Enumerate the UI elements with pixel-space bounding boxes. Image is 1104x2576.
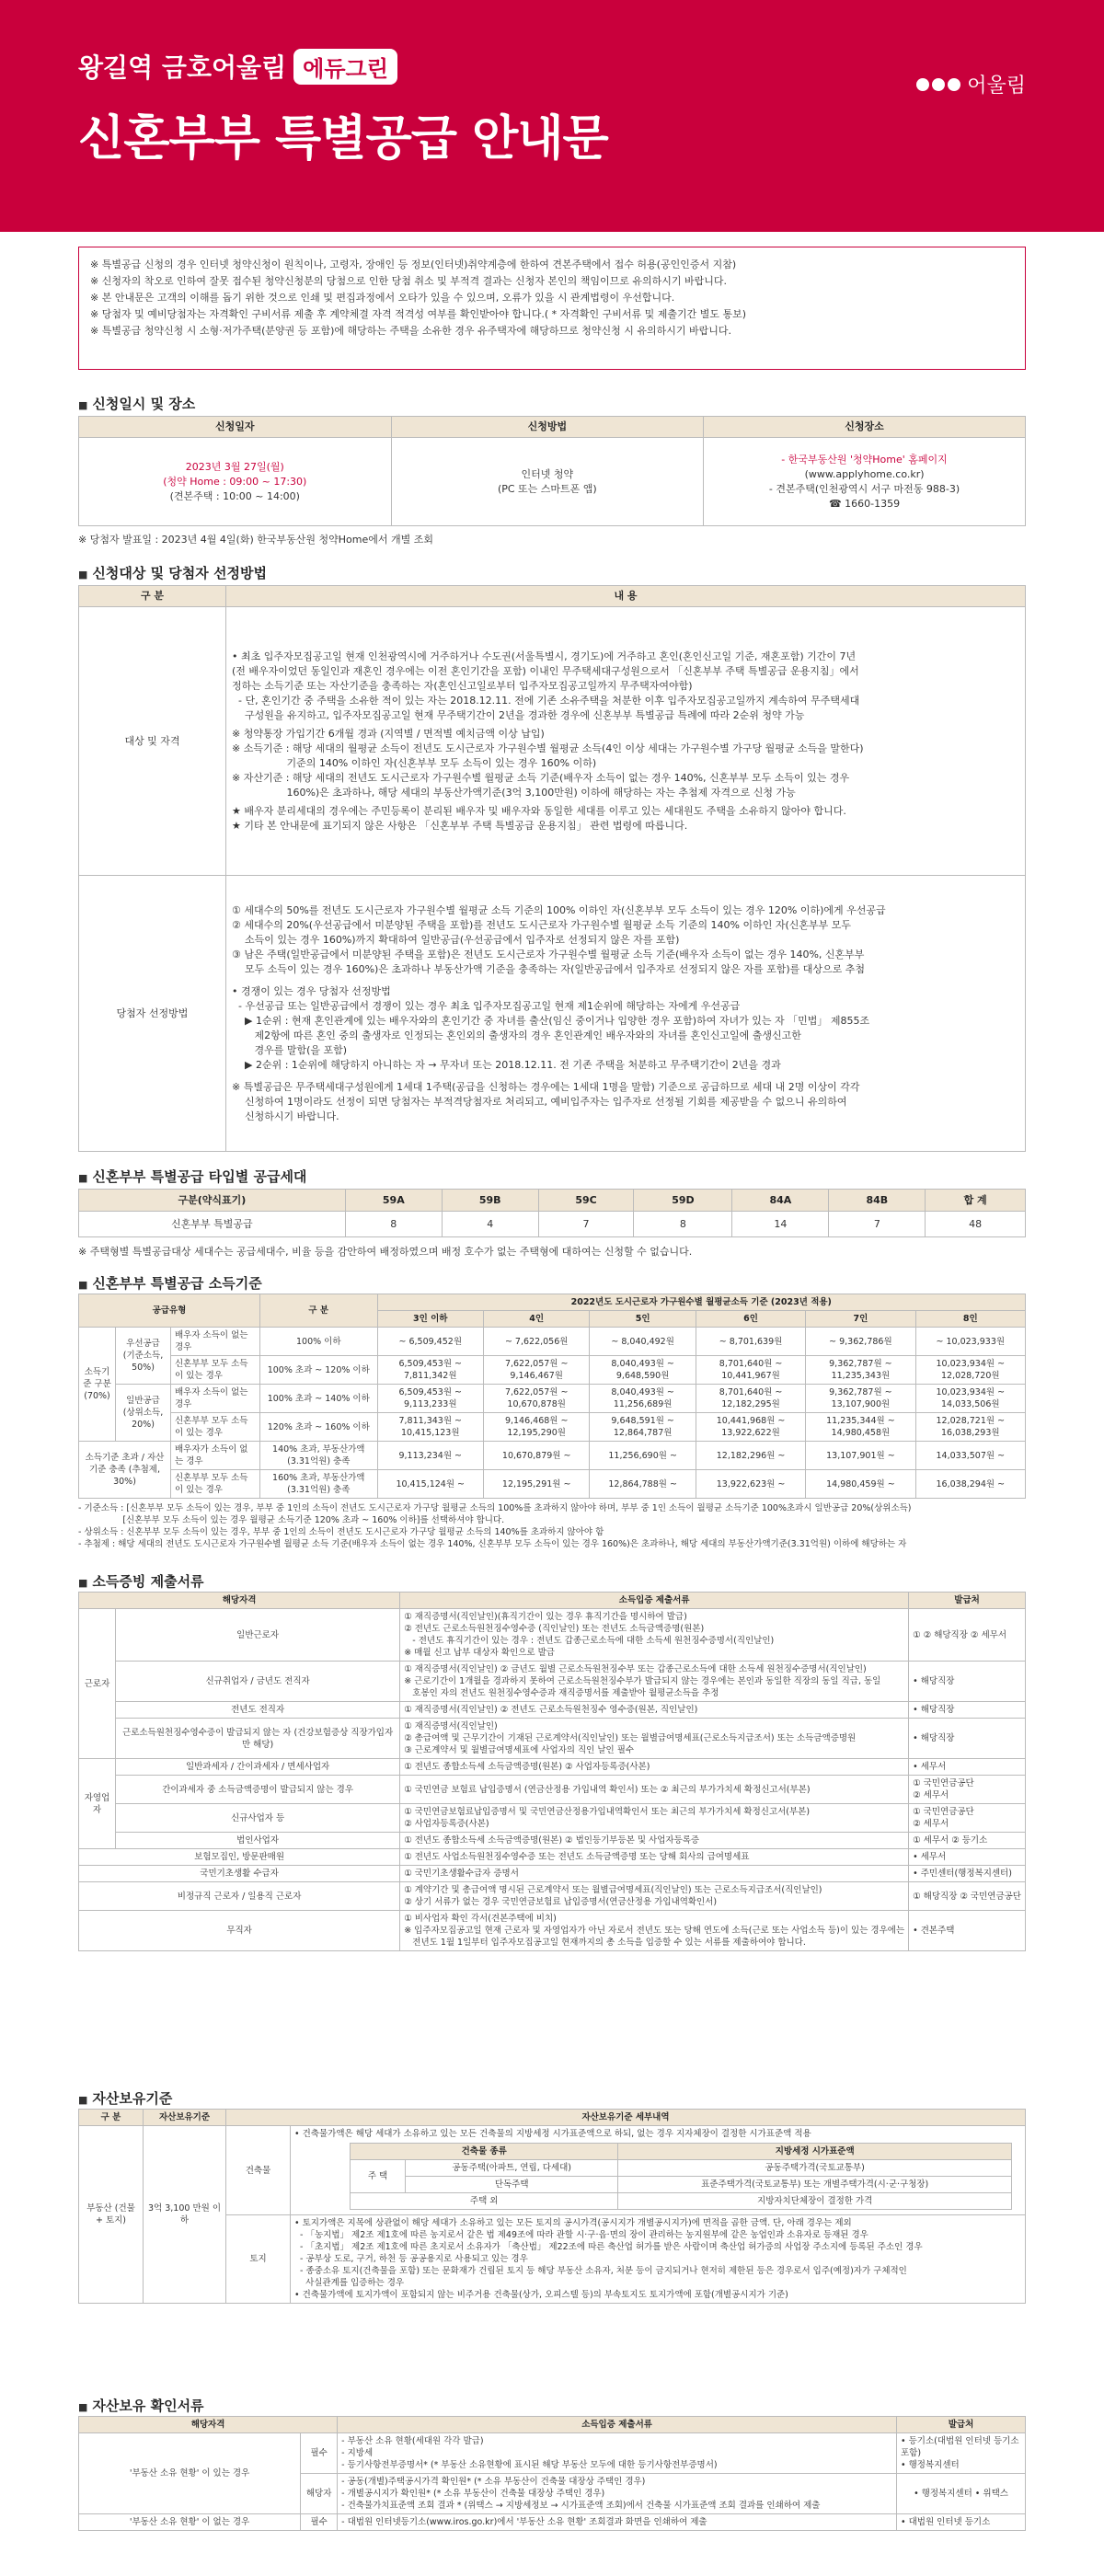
cell: 9,362,787원 ~ 11,235,343원 (806, 1356, 915, 1385)
content-line: ② 세대수의 20%(우선공급에서 미분양된 주택을 포함)를 전년도 도시근로자 가구원수별 월평균 소득 기준의 140% 이하인 자(신혼부부 모두 (232, 918, 852, 931)
row-label: 무직자 (79, 1911, 400, 1951)
income-note: - 기준소득 : [신혼부부 모두 소득이 있는 경우, 부부 중 1인의 소득이 전년도 도시근로자 가구당 월평균 소득의 100%를 초과하지 않아야 하며, 부부 중 1인 소득이 월평균 소득기준 100%초과시 일반공급 20%(상위소득) (78, 1503, 912, 1513)
row-label: 주 택 (351, 2160, 406, 2193)
selection-content (226, 876, 1026, 1152)
content-line: ▶ 1순위 : 현재 혼인관계에 있는 배우자와의 혼인기간 중 자녀를 출산(임신 중이거나 입양한 경우 포함)하여 자녀가 있는 자 「민법」 제855조 (232, 1014, 870, 1027)
doc-line: • 해당직장 (913, 1676, 955, 1686)
issuer: • 행정복지센터 • 위택스 (897, 2474, 1026, 2514)
issuer: • 행정복지센터 (901, 2460, 960, 2470)
issuer (909, 1882, 1026, 1911)
income-table (78, 1294, 1026, 1550)
doc-line: • 해당직장 (913, 1733, 955, 1743)
doc-line: ① 재직증명서(직인날인) ② 금년도 월별 근로소득원천징수부 또는 갑종근로소득에 대한 소득세 원천징수증명서(직인날인) (404, 1664, 867, 1674)
cell: 공동주택가격(국토교통부) (618, 2160, 1012, 2177)
cell: 120% 초과 ~ 160% 이하 (260, 1413, 378, 1442)
issuer: • 등기소(대법원 인터넷 등기소 포함) (901, 2436, 1019, 2458)
issuer (909, 1702, 1026, 1719)
content-line: ★ 기타 본 안내문에 표기되지 않은 사항은 「신혼부부 주택 특별공급 운용지침」 관련 법령에 따릅니다. (232, 819, 688, 832)
col-header: 자산보유기준 세부내역 (226, 2110, 1026, 2126)
cell: 14,033,507원 ~ (915, 1442, 1025, 1470)
notice-line: ※ 특별공급 청약신청 시 소형·저가주택(분양권 등 포함)에 해당하는 주택을 소유한 경우 유주택자에 해당하므로 청약신청 시 유의하시기 바랍니다. (90, 325, 732, 337)
notice-line: ※ 본 안내문은 고객의 이해를 돕기 위한 것으로 인쇄 및 편집과정에서 오타가 있을 수 있으며, 오류가 있을 시 관계법령이 우선합니다. (90, 292, 675, 304)
section-title-schedule: ■ 신청일시 및 장소 (78, 394, 195, 413)
col-header: 2022년도 도시근로자 가구원수별 월평균소득 기준 (2023년 적용) (377, 1294, 1025, 1311)
col-header: 8인 (915, 1311, 1025, 1328)
doc-line: • 세무서 (913, 1762, 947, 1772)
building-intro: • 건축물가액은 해당 세대가 소유하고 있는 모든 건축물의 지방세정 시가표준액으로 하되, 없는 경우 지자체장이 결정한 시가표준액 적용 (294, 2129, 811, 2139)
cell: 9,146,468원 ~ 12,195,290원 (483, 1413, 589, 1442)
col-header: 구 분 (260, 1294, 378, 1328)
doc-line: ③ 근로계약서 및 월별급여명세표에 사업자의 직인 날인 필수 (404, 1745, 635, 1755)
row-label: 일반근로자 (116, 1609, 400, 1662)
cell: 11,256,690원 ~ (590, 1442, 696, 1470)
cell: 표준주택가격(국토교통부) 또는 개별주택가격(시·군·구청장) (618, 2177, 1012, 2193)
cell: 13,107,901원 ~ (806, 1442, 915, 1470)
cell: 7,622,057원 ~ 10,670,878원 (483, 1385, 589, 1413)
apply-time-model: (견본주택 : 10:00 ~ 14:00) (169, 489, 300, 502)
content-line: ③ 남은 주택(일반공급에서 미분양된 주택을 포함)은 전년도 도시근로자 가구원수별 월평균 소득 기준(배우자 소득이 없는 경우 140%, 신혼부부 (232, 948, 865, 960)
doc-line: ① 국민연금 보험료 납입증명서 (연금산정용 가입내역 확인서) 또는 ② 최근의 부가가치세 확정신고서(부본) (404, 1784, 811, 1795)
header-banner (0, 0, 1104, 232)
doc-line: ① 국민연금공단 (913, 1807, 974, 1817)
cell: 100% 초과 ~ 140% 이하 (260, 1385, 378, 1413)
doc-line: ※ 근로기간이 1개월을 경과하지 못하여 근로소득원천징수부가 발급되지 않는 경우에는 본인과 동일한 직장의 동일 직급, 동일 (404, 1676, 881, 1686)
row-label: 대상 및 자격 (79, 607, 226, 876)
doc-line: 전년도 1월 1일부터 입주자모집공고일 현재까지의 총 소득을 입증할 수 있는 서류를 제출하여야 합니다. (404, 1938, 806, 1948)
land-line: 사실관계를 입증하는 경우 (294, 2278, 405, 2288)
cell: 16,038,294원 ~ (915, 1470, 1025, 1499)
tag: 해당자 (301, 2474, 338, 2514)
cell: 48 (926, 1212, 1026, 1237)
cell: 6,509,453원 ~ 7,811,342원 (377, 1356, 483, 1385)
issuer (909, 1911, 1026, 1951)
section-title-eligibility: ■ 신청대상 및 당첨자 선정방법 (78, 563, 267, 582)
doc-line: ② 세무서 (913, 1819, 949, 1829)
doc-list (400, 1776, 909, 1804)
doc-line: • 해당직장 (913, 1705, 955, 1715)
col-header: 구분(약식표기) (79, 1190, 346, 1212)
row-label: 비정규직 근로자 / 일용직 근로자 (79, 1882, 400, 1911)
col-header: 구 분 (79, 586, 226, 607)
schedule-table (78, 416, 1026, 526)
supply-table (78, 1189, 1026, 1237)
cell: 7,811,343원 ~ 10,415,123원 (377, 1413, 483, 1442)
row-label: 간이과세자 중 소득금액증명이 발급되지 않는 경우 (116, 1776, 400, 1804)
col-header: 5인 (590, 1311, 696, 1328)
land-line: • 건축물가액에 토지가액이 포함되지 않는 비주거용 건축물(상가, 오피스텔 등)의 부속토지도 토지가액에 포함(개별공시지가 기준) (294, 2290, 788, 2300)
content-line: 소득이 있는 경우 160%)까지 확대하여 일반공급(우선공급에서 입주자로 선정되지 않은 자를 포함) (232, 933, 680, 946)
col-header: 건축물 종류 (351, 2144, 618, 2160)
doc-line: - 전년도 휴직기간이 있는 경우 : 전년도 갑종근로소득에 대한 소득세 원천징수증명서(직인날인) (404, 1636, 775, 1646)
doc-line: • 주민센터(행정복지센터) (913, 1869, 1012, 1879)
doc-line: ① 국민연금공단 (913, 1778, 974, 1788)
content-line: ※ 특별공급은 무주택세대구성원에게 1세대 1주택(공급을 신청하는 경우에는 1세대 1명을 말함) 기준으로 공급하므로 세대 내 2명 이상이 각각 (232, 1080, 860, 1093)
doc-item: - 부동산 소유 현황(세대원 각각 발급) (341, 2436, 484, 2446)
cell: 4 (442, 1212, 538, 1237)
cell: 지방자치단체장이 결정한 가격 (618, 2193, 1012, 2210)
content-line: - 우선공급 또는 일반공급에서 경쟁이 있는 경우 최초 입주자모집공고일 현재 제1순위에 해당하는 자에게 우선공급 (232, 999, 741, 1012)
cell: 8,701,640원 ~ 10,441,967원 (696, 1356, 805, 1385)
row-label: '부동산 소유 현황' 이 있는 경우 (79, 2433, 301, 2514)
doc-line: ① 재직증명서(직인날인)(휴직기간이 있는 경우 휴직기간을 명시하여 발급) (404, 1612, 687, 1622)
doc-line: ② 상기 서류가 없는 경우 국민연금보험료 납입증명서(연금산정용 가입내역확인서) (404, 1897, 718, 1907)
cell: 8,040,493원 ~ 9,648,590원 (590, 1356, 696, 1385)
content-line: ▶ 2순위 : 1순위에 해당하지 아니하는 자 → 무자녀 또는 2018.12.11. 전 기존 주택을 처분하고 무주택기간이 2년을 경과 (232, 1058, 781, 1071)
doc-list (400, 1911, 909, 1951)
eligibility-table (78, 585, 1026, 1152)
income-docs-table (78, 1592, 1026, 1951)
cell: 주택 외 (351, 2193, 618, 2210)
doc-list (400, 1662, 909, 1702)
apply-time-home: (청약 Home : 09:00 ~ 17:30) (163, 475, 307, 488)
cell: ~ 6,509,452원 (377, 1328, 483, 1356)
content-line: ★ 배우자 분리세대의 경우에는 주민등록이 분리된 배우자 및 배우자와 동일한 세대를 이루고 있는 세대원도 주택을 소유하지 않아야 합니다. (232, 804, 846, 817)
doc-item: - 대법원 인터넷등기소(www.iros.go.kr)에서 '부동산 소유 현황' 조회결과 화면을 인쇄하여 제출 (338, 2514, 897, 2531)
content-line: - 단, 혼인기간 중 주택을 소유한 적이 있는 자는 2018.12.11. 전에 기존 소유주택을 처분한 이후 입주자모집공고일까지 계속하여 무주택세대 (232, 694, 860, 707)
doc-line: ① 재직증명서(직인날인) (404, 1721, 498, 1731)
cell: 100% 이하 (260, 1328, 378, 1356)
content-line: • 경쟁이 있는 경우 당첨자 선정방법 (232, 984, 391, 997)
content-line: ① 세대수의 50%를 전년도 도시근로자 가구원수별 월평균 소득 기준의 100% 이하인 자(신혼부부 모두 소득이 있는 경우 120% 이하)에게 우선공급 (232, 903, 886, 916)
content-line: 기준의 140% 이하인 자(신혼부부 모두 소득이 있는 경우 160% 이하) (232, 756, 597, 769)
land-content (291, 2215, 1026, 2304)
doc-line: ① 국민기초생활수급자 증명서 (404, 1869, 519, 1879)
apply-method-sub: (PC 또는 스마트폰 앱) (497, 482, 597, 495)
content-line: 제2항에 따른 혼인 중의 출생자로 인정되는 혼인외의 출생자의 경우 혼인관계인 배우자와의 자녀를 혼인신고일에 출생신고한 (232, 1029, 801, 1041)
section-title-asset-docs: ■ 자산보유 확인서류 (78, 2396, 204, 2415)
doc-line: ② 사업자등록증(사본) (404, 1819, 489, 1829)
row-label: 부동산 (건물 + 토지) (79, 2126, 144, 2304)
supply-footnote: ※ 주택형별 특별공급대상 세대수는 공급세대수, 비율 등을 감안하여 배정하였으며 배정 호수가 없는 주택형에 대하여는 신청할 수 없습니다. (78, 1246, 693, 1258)
tag: 필수 (301, 2514, 338, 2531)
content-line: 구성원을 유지하고, 입주자모집공고일 현재 무주택기간이 2년을 경과한 경우에 신혼부부 특별공급 특례에 따라 2순위 청약 가능 (232, 708, 805, 721)
cell: 14,980,459원 ~ (806, 1470, 915, 1499)
cell: 160% 초과, 부동산가액(3.31억원) 충족 (260, 1470, 378, 1499)
notice-line: ※ 신청자의 착오로 인하여 잘못 접수된 청약신청분의 당첨으로 인한 당첨 취소 및 부적격 결과는 신청자 본인의 책임이므로 유의하시기 바랍니다. (90, 275, 727, 287)
cell: 9,648,591원 ~ 12,864,787원 (590, 1413, 696, 1442)
sub-label: 일반공급 (상위소득, 20%) (116, 1385, 171, 1442)
group-label: 근로자 (79, 1609, 116, 1759)
cell: ~ 8,040,492원 (590, 1328, 696, 1356)
col-header: 59C (538, 1190, 634, 1212)
content-line: (전 배우자이었던 동일인과 재혼인 경우에는 이전 혼인기간을 포함) 이내인 무주택세대구성원으로서 「신혼부부 주택 특별공급 운용지침」에서 (232, 664, 859, 677)
doc-line: ① ② 해당직장 ② 세무서 (913, 1629, 1006, 1640)
row-label: 전년도 전직자 (116, 1702, 400, 1719)
issuer (909, 1833, 1026, 1849)
doc-line: ※ 매월 신고 납부 대상자 확인으로 발급 (404, 1648, 555, 1658)
doc-line: ① 전년도 사업소득원천징수영수증 또는 전년도 소득금액증명 또는 당해 회사의 급여명세표 (404, 1852, 750, 1862)
row-label: 보험모집인, 방문판매원 (79, 1849, 400, 1866)
land-line: - 「농지법」 제2조 제1호에 따른 농지로서 같은 법 제49조에 따라 관할 시·구·읍·면의 장이 관리하는 농지원부에 같은 농업인과 소유자로 등재된 경우 (294, 2230, 868, 2240)
cell: 12,028,721원 ~ 16,038,293원 (915, 1413, 1025, 1442)
cell: 8 (634, 1212, 732, 1237)
col-header: 내 용 (226, 586, 1026, 607)
apply-place: - 한국부동산원 '청약Home' 홈페이지 (781, 453, 948, 466)
cell: 14 (732, 1212, 829, 1237)
cell: 신혼부부 모두 소득이 있는 경우 (171, 1356, 260, 1385)
doc-line: ① 해당직장 ② 국민연금공단 (913, 1891, 1021, 1902)
asset-table (78, 2109, 1026, 2304)
col-header: 공급유형 (79, 1294, 260, 1328)
apply-date: 2023년 3월 27일(월) (185, 460, 284, 473)
cell: 10,023,934원 ~ 14,033,506원 (915, 1385, 1025, 1413)
section-title-income: ■ 신혼부부 특별공급 소득기준 (78, 1273, 262, 1293)
col-header: 3인 이하 (377, 1311, 483, 1328)
eligibility-content (226, 607, 1026, 876)
content-line: ※ 소득기준 : 해당 세대의 월평균 소득이 전년도 도시근로자 가구원수별 월평균 소득(4인 이상 세대는 가구원수별 가구당 월평균 소득을 말한다) (232, 742, 864, 754)
col-header: 구 분 (79, 2110, 144, 2126)
cell: 140% 초과, 부동산가액(3.31억원) 충족 (260, 1442, 378, 1470)
doc-list (400, 1609, 909, 1662)
col-header: 6인 (696, 1311, 805, 1328)
cell: 배우자가 소득이 없는 경우 (171, 1442, 260, 1470)
row-label: 당첨자 선정방법 (79, 876, 226, 1152)
group-label: 자영업자 (79, 1759, 116, 1849)
col-header: 84B (829, 1190, 926, 1212)
section-title-assets: ■ 자산보유기준 (78, 2088, 172, 2108)
col-header: 발급처 (897, 2417, 1026, 2433)
row-label: 일반과세자 / 간이과세자 / 면세사업자 (116, 1759, 400, 1776)
row-label: 건축물 (226, 2126, 291, 2215)
doc-line: ② 총급여액 및 근무기간이 기재된 근로계약서(직인날인) 또는 월별급여명세표(근로소득지급조서) 또는 소득금액증명원 (404, 1733, 857, 1743)
col-header: 자산보유기준 (144, 2110, 226, 2126)
content-line: 모두 소득이 있는 경우 160%)은 초과하나 부동산가액 기준을 충족하는 자(일반공급에서 입주자로 선정되지 않은 자를 포함)를 대상으로 추첨 (232, 962, 866, 975)
col-header: 소득입증 제출서류 (338, 2417, 897, 2433)
issuer (909, 1662, 1026, 1702)
col-header: 합 계 (926, 1190, 1026, 1212)
content-line: 신청하여 1명이라도 선정이 되면 당첨자는 부적격당첨자로 처리되고, 예비입주자는 입주자로 선정될 기회를 제공받을 수 없으니 유의하여 (232, 1095, 847, 1108)
row-label: 근로소득원천징수영수증이 발급되지 않는 자 (건강보험증상 직장가입자만 해당) (116, 1719, 400, 1759)
cell: 신혼부부 모두 소득이 있는 경우 (171, 1413, 260, 1442)
cell: 9,113,234원 ~ (377, 1442, 483, 1470)
land-line: - 공부상 도로, 구거, 하천 등 공공용지로 사용되고 있는 경우 (294, 2254, 528, 2264)
cell: 배우자 소득이 없는 경우 (171, 1328, 260, 1356)
doc-item: - 건축물가치표준액 조회 결과 * (위택스 → 지방세정보 → 시가표준액 조회)에서 건축물 시가표준액 조회 결과를 인쇄하여 제출 (341, 2501, 821, 2511)
notice-line: ※ 특별공급 신청의 경우 인터넷 청약신청이 원칙이나, 고령자, 장애인 등 정보(인터넷)취약계층에 한하여 견본주택에서 접수 허용(공인인증서 지참) (90, 259, 737, 270)
doc-line: • 세무서 (913, 1852, 947, 1862)
badge: 에듀그린 (293, 49, 397, 85)
group-label: 소득기준 초과 / 자산기준 충족 (추첨제, 30%) (79, 1442, 171, 1499)
cell: 12,182,296원 ~ (696, 1442, 805, 1470)
doc-line: • 견본주택 (913, 1926, 955, 1936)
asset-docs-table (78, 2416, 1026, 2531)
issuer: • 대법원 인터넷 등기소 (897, 2514, 1026, 2531)
doc-line: ① 재직증명서(직인날인) ② 전년도 근로소득원천징수 영수증(원본, 직인날인) (404, 1705, 698, 1715)
col-header: 발급처 (909, 1593, 1026, 1609)
doc-list (400, 1759, 909, 1776)
doc-item: - 지방세 (341, 2448, 374, 2458)
doc-line: ② 전년도 근로소득원천징수영수증 (직인날인) 또는 전년도 소득금액증명(원본) (404, 1624, 705, 1634)
issuer (909, 1609, 1026, 1662)
col-header: 소득입증 제출서류 (400, 1593, 909, 1609)
section-title-income-docs: ■ 소득증빙 제출서류 (78, 1571, 204, 1591)
doc-list (400, 1702, 909, 1719)
row-label: 신규취업자 / 금년도 전직자 (116, 1662, 400, 1702)
cell: 7,622,057원 ~ 9,146,467원 (483, 1356, 589, 1385)
doc-line: 호봉인 자의 전년도 원천징수영수증과 재직증명서를 제출받아 월평균소득을 추정 (404, 1688, 719, 1698)
issuer (909, 1759, 1026, 1776)
content-line: 160%)은 초과하나, 해당 세대의 부동산가액기준(3억 3,100만원) 이하에 해당하는 자는 추첨제 자격으로 신청 가능 (232, 786, 796, 799)
doc-list (400, 1719, 909, 1759)
col-header: 신청방법 (391, 417, 704, 438)
cell: 12,195,291원 ~ (483, 1470, 589, 1499)
issuer (909, 1776, 1026, 1804)
col-header: 84A (732, 1190, 829, 1212)
doc-line: ① 비사업자 확인 각서(견본주택에 비치) (404, 1914, 557, 1924)
cell: 공동주택(아파트, 연립, 다세대) (406, 2160, 618, 2177)
income-note: - 상위소득 : 신혼부부 모두 소득이 있는 경우, 부부 중 1인의 소득이 전년도 도시근로자 가구당 월평균 소득의 140%를 초과하지 않아야 함 (78, 1527, 604, 1537)
land-line: - 「초지법」 제2조 제1호에 따른 초지로서 소유자가 「축산법」 제22조에 따른 축산업 허가를 받은 사람이며 축산업 허가증의 사업장 주소지에 등록된 주소인 경우 (294, 2242, 923, 2252)
income-note: [신혼부부 모두 소득이 있는 경우 월평균 소득기준 120% 초과 ~ 160% 이하]를 선택하셔야 합니다. (78, 1515, 505, 1525)
col-header: 신청장소 (704, 417, 1026, 438)
doc-list (400, 1866, 909, 1882)
section-title-supply: ■ 신혼부부 특별공급 타입별 공급세대 (78, 1167, 306, 1186)
col-header: 지방세정 시가표준액 (618, 2144, 1012, 2160)
issuer (909, 1849, 1026, 1866)
row-label: 법인사업자 (116, 1833, 400, 1849)
col-header: 해당자격 (79, 1593, 400, 1609)
row-label: '부동산 소유 현황' 이 없는 경우 (79, 2514, 301, 2531)
doc-line: ① 전년도 종합소득세 소득금액증명(원본) ② 사업자등록증(사본) (404, 1762, 650, 1772)
cell: 7 (829, 1212, 926, 1237)
brand-logo: 어울림 (916, 70, 1026, 98)
doc-list (400, 1804, 909, 1833)
cell: 신혼부부 특별공급 (79, 1212, 346, 1237)
doc-list (400, 1882, 909, 1911)
doc-line: ① 전년도 종합소득세 소득금액증명(원본) ② 법인등기부등본 및 사업자등록증 (404, 1835, 700, 1846)
cell: ~ 8,701,639원 (696, 1328, 805, 1356)
cell: 배우자 소득이 없는 경우 (171, 1385, 260, 1413)
doc-list (400, 1849, 909, 1866)
cell: 100% 초과 ~ 120% 이하 (260, 1356, 378, 1385)
cell: 9,362,787원 ~ 13,107,900원 (806, 1385, 915, 1413)
group-label: 소득기준 구분 (70%) (79, 1328, 116, 1442)
land-line: • 토지가액은 지목에 상관없이 해당 세대가 소유하고 있는 모든 토지의 공시가격(공시지가 개별공시지가)에 면적을 곱한 금액. 단, 아래 경우는 제외 (294, 2218, 852, 2228)
issuer (909, 1866, 1026, 1882)
col-header: 해당자격 (79, 2417, 338, 2433)
content-line: ※ 자산기준 : 해당 세대의 전년도 도시근로자 가구원수별 월평균 소득 기준(배우자 소득이 없는 경우 140%, 신혼부부 모두 소득이 있는 경우 (232, 771, 850, 784)
sub-label: 우선공급 (기준소득, 50%) (116, 1328, 171, 1385)
notice-box (78, 247, 1026, 370)
cell: 6,509,453원 ~ 9,113,233원 (377, 1385, 483, 1413)
row-label: 신규사업자 등 (116, 1804, 400, 1833)
col-header: 7인 (806, 1311, 915, 1328)
content-line: • 최초 입주자모집공고일 현재 인천광역시에 거주하거나 수도권(서울특별시, 경기도)에 거주하고 혼인(혼인신고일 기준, 재혼포함) 기간이 7년 (232, 650, 857, 662)
page-title: 신혼부부 특별공급 안내문 (78, 111, 608, 167)
doc-line: ① 세무서 ② 등기소 (913, 1835, 988, 1846)
doc-item: - 개별공시지가 확인원* (* 소유 부동산이 건축물 대장상 주택인 경우) (341, 2489, 605, 2499)
cell: 10,415,124원 ~ (377, 1470, 483, 1499)
cell: 13,922,623원 ~ (696, 1470, 805, 1499)
cell: 8 (345, 1212, 442, 1237)
col-header: 59A (345, 1190, 442, 1212)
doc-list (400, 1833, 909, 1849)
col-header: 4인 (483, 1311, 589, 1328)
doc-line: ② 세무서 (913, 1790, 949, 1800)
content-line: 정하는 소득기준 또는 자산기준을 충족하는 자(혼인신고일로부터 입주자모집공고일까지 무주택자여야함) (232, 679, 693, 692)
doc-line: ① 국민연금보험료납입증명서 및 국민연금산정용가입내역확인서 또는 최근의 부가가치세 확정신고서(부본) (404, 1807, 811, 1817)
header-subtitle: 왕길역 금호어울림 에듀그린 (78, 48, 397, 85)
apply-url[interactable]: (www.applyhome.co.kr) (804, 467, 925, 480)
cell: ~ 9,362,786원 (806, 1328, 915, 1356)
cell: 10,441,968원 ~ 13,922,622원 (696, 1413, 805, 1442)
doc-line: ① 계약기간 및 총급여액 명시된 근로계약서 또는 월별급여명세표(직인날인) 또는 근로소득지급조서(직인날인) (404, 1885, 822, 1895)
doc-item: - 공동(개별)주택공시가격 확인원* (* 소유 부동산이 건축물 대장상 주택인 경우) (341, 2477, 646, 2487)
tag: 필수 (301, 2433, 338, 2474)
content-line: 신청하시기 바랍니다. (232, 1110, 339, 1122)
doc-item: - 등기사항전부증명서* (* 부동산 소유현황에 표시된 해당 부동산 모두에 대한 등기사항전부증명서) (341, 2460, 718, 2470)
cell: 11,235,344원 ~ 14,980,458원 (806, 1413, 915, 1442)
cell: 12,864,788원 ~ (590, 1470, 696, 1499)
cell: 신혼부부 모두 소득이 있는 경우 (171, 1470, 260, 1499)
col-header: 59B (442, 1190, 538, 1212)
income-note: - 추첨제 : 해당 세대의 전년도 도시근로자 가구원수별 월평균 소득 기준(배우자 소득이 없는 경우 140%, 신혼부부 모두 소득이 있는 경우 160%)은 초과하나, 해당 세대의 부동산가액기준(3.31억원) 이하에 해당하는 자 (78, 1539, 907, 1549)
content-line: ※ 청약통장 가입기간 6개월 경과 (지역별 / 면적별 예치금액 이상 납입) (232, 727, 545, 740)
row-label: 국민기초생활 수급자 (79, 1866, 400, 1882)
cell: 단독주택 (406, 2177, 618, 2193)
cell: ~ 7,622,056원 (483, 1328, 589, 1356)
cell: ~ 10,023,933원 (915, 1328, 1025, 1356)
col-header: 신청일자 (79, 417, 392, 438)
doc-line: ※ 입주자모집공고일 현재 근로자 및 자영업자가 아닌 자로서 전년도 또는 당해 연도에 소득(근로 또는 사업소득 등)이 있는 경우에는 (404, 1926, 905, 1936)
issuer (909, 1804, 1026, 1833)
asset-limit: 3억 3,100 만원 이하 (144, 2126, 226, 2304)
cell: 8,701,640원 ~ 12,182,295원 (696, 1385, 805, 1413)
phone-number[interactable]: ☎ 1660-1359 (828, 497, 901, 510)
cell: 10,670,879원 ~ (483, 1442, 589, 1470)
model-house-address: - 견본주택(인천광역시 서구 마전동 988-3) (768, 482, 960, 495)
issuer (909, 1719, 1026, 1759)
apply-method: 인터넷 청약 (521, 467, 574, 480)
col-header: 59D (634, 1190, 732, 1212)
land-line: - 종중소유 토지(건축물을 포함) 또는 문화재가 건립된 토지 등 해당 부동산 소유자, 처분 등이 금지되거나 현저히 제한된 등은 경우로서 입주(예정)자가 구체적인 (294, 2266, 907, 2276)
row-label: 토지 (226, 2215, 291, 2304)
cell: 10,023,934원 ~ 12,028,720원 (915, 1356, 1025, 1385)
cell: 8,040,493원 ~ 11,256,689원 (590, 1385, 696, 1413)
notice-line: ※ 당첨자 및 예비당첨자는 자격확인 구비서류 제출 후 계약체결 자격 적격성 여부를 확인받아야 합니다.( * 자격확인 구비서류 및 제출기간 별도 통보) (90, 308, 747, 320)
content-line: 경우를 말함(을 포함) (232, 1043, 348, 1056)
schedule-footnote: ※ 당첨자 발표일 : 2023년 4월 4일(화) 한국부동산원 청약Home에서 개별 조회 (78, 534, 433, 546)
building-subtable (350, 2143, 1012, 2210)
cell: 7 (538, 1212, 634, 1237)
